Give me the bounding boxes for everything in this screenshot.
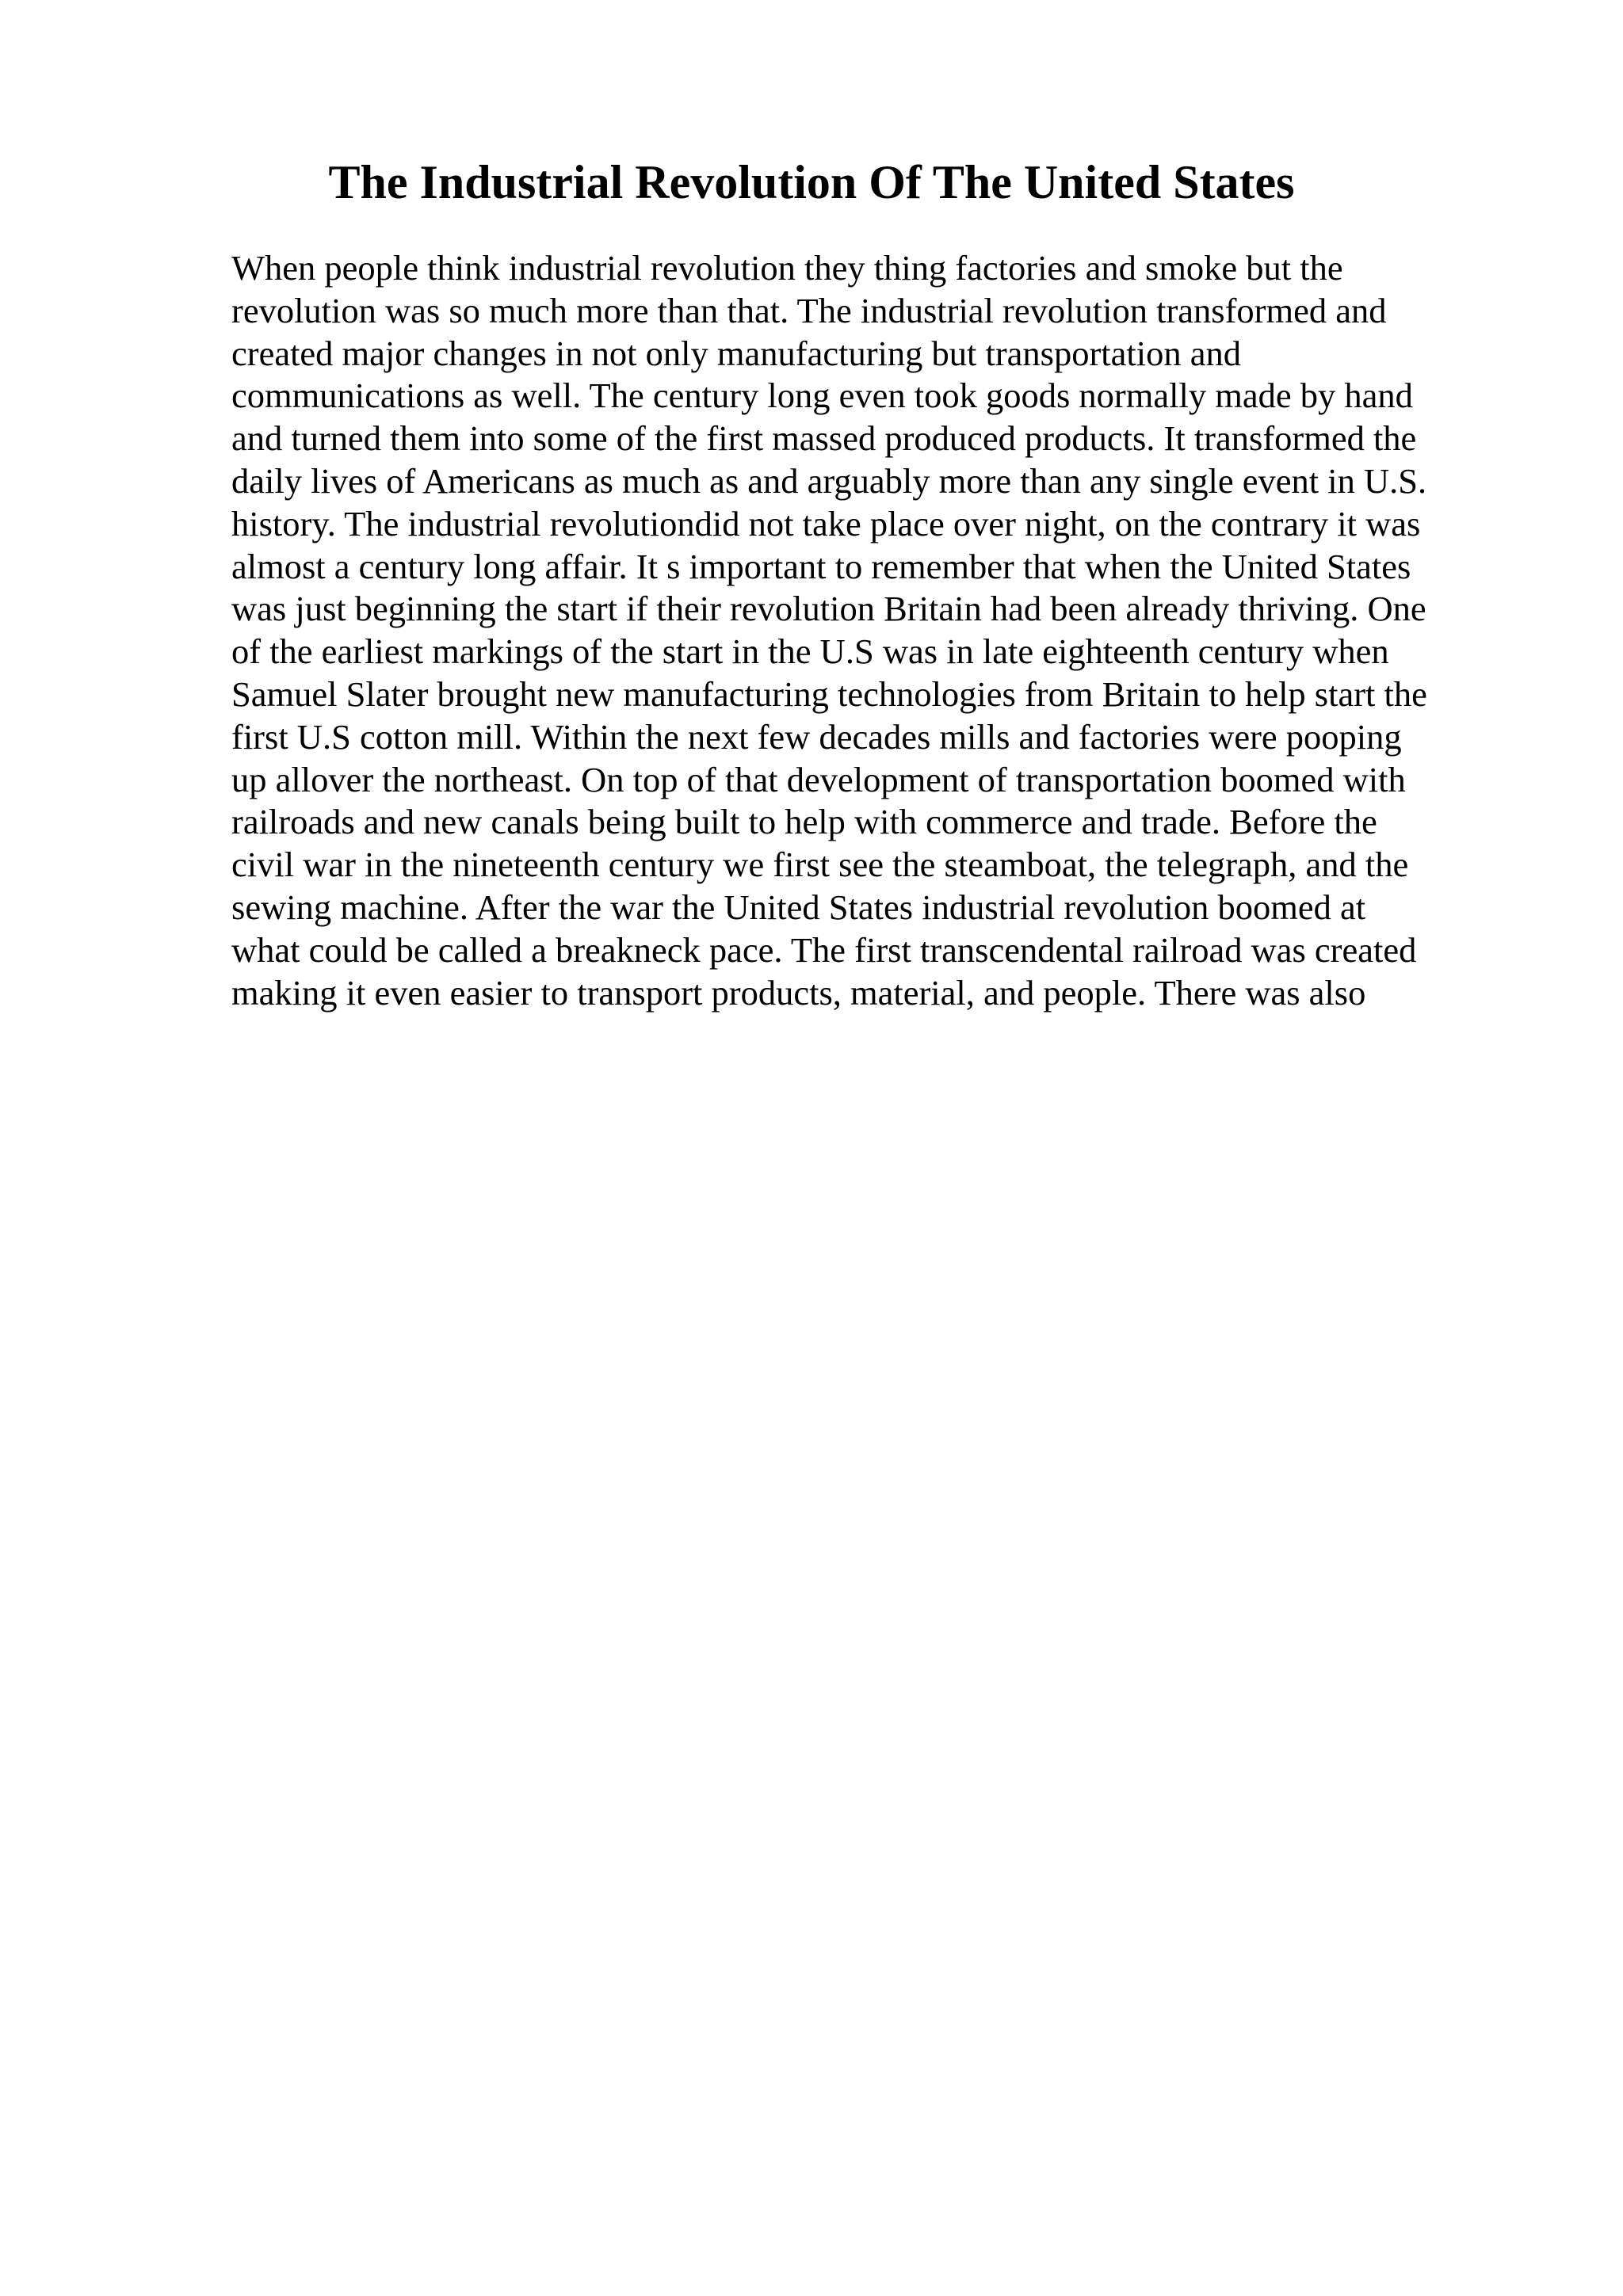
body-line: communications as well. The century long even took goods normally made by hand [231, 376, 1413, 416]
body-line: almost a century long affair. It s important to remember that when the United States [231, 546, 1411, 586]
body-line: of the earliest markings of the start in the U.S was in late eighteenth century when [231, 631, 1389, 672]
body-line: revolution was so much more than that. The industrial revolution transformed and [231, 290, 1387, 330]
document-title: The Industrial Revolution Of The United States [328, 156, 1295, 208]
body-line: making it even easier to transport products, material, and people. There was also [231, 972, 1366, 1013]
body-line: daily lives of Americans as much as and arguably more than any single event in U.S. [231, 460, 1427, 501]
body-line: Samuel Slater brought new manufacturing technologies from Britain to help start the [231, 673, 1427, 714]
body-line: When people think industrial revolution they thing factories and smoke but the [231, 248, 1343, 288]
body-line: created major changes in not only manufacturing but transportation and [231, 333, 1242, 373]
body-line: history. The industrial revolutiondid not take place over night, on the contrary it was [231, 503, 1421, 543]
body-line: what could be called a breakneck pace. The first transcendental railroad was created [231, 929, 1417, 970]
body-line: first U.S cotton mill. Within the next few decades mills and factories were pooping [231, 716, 1402, 757]
body-line: sewing machine. After the war the United States industrial revolution boomed at [231, 887, 1366, 927]
body-line: up allover the northeast. On top of that development of transportation boomed with [231, 759, 1406, 799]
body-line: railroads and new canals being built to help with commerce and trade. Before the [231, 802, 1377, 842]
body-line: civil war in the nineteenth century we first see the steamboat, the telegraph, and the [231, 845, 1409, 885]
body-line: was just beginning the start if their revolution Britain had been already thriving. One [231, 589, 1426, 629]
body-line: and turned them into some of the first massed produced products. It transformed the [231, 418, 1417, 459]
document-body [231, 247, 1515, 1014]
